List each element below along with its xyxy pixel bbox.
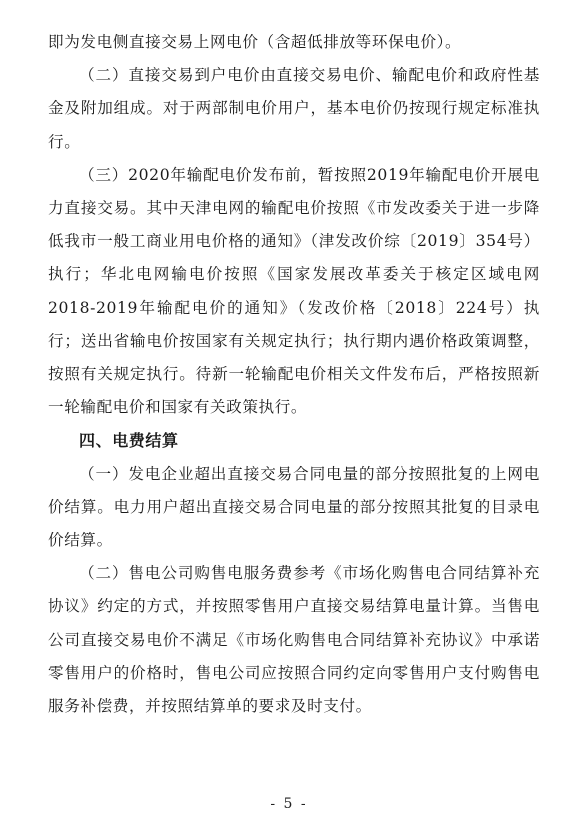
page-number: - 5 - — [270, 796, 308, 812]
document-body — [48, 26, 540, 723]
section-heading: 四、电费结算 — [79, 431, 179, 451]
paragraph-continuation: 即为发电侧直接交易上网电价（含超低排放等环保电价）。 — [48, 33, 462, 51]
paragraph-settlement-2: （二）售电公司购售电服务费参考《市场化购售电合同结算补充协议》约定的方式，并按照零售用户直接交易结算电量计算。当售电公司直接交易电价不满足《市场化购售电合同结算补充协议》中承诺零售用户的价格时，售电公司应按照合同约定向零售用户支付购售电服务补偿费，并按照结算单的要求及时支付。 — [48, 564, 540, 716]
paragraph-settlement-1: （一）发电企业超出直接交易合同电量的部分按照批复的上网电价结算。电力用户超出直接交易合同电量的部分按照其批复的目录电价结算。 — [48, 464, 540, 550]
paragraph-item-3: （三）2020年输配电价发布前，暂按照2019年输配电价开展电力直接交易。其中天津电网的输配电价按照《市发改委关于进一步降低我市一般工商业用电价格的通知》（津发改价综〔2019〕354号）执行；华北电网输电价按照《国家发展改革委关于核定区域电网2018-2019年输配电价的通知》（发改价格〔2018〕224号）执行；送出省输电价按国家有关规定执行；执行期内遇价格政策调整，按照有关规定执行。待新一轮输配电价相关文件发布后，严格按照新一轮输配电价和国家有关政策执行。 — [48, 165, 540, 417]
paragraph-item-2: （二）直接交易到户电价由直接交易电价、输配电价和政府性基金及附加组成。对于两部制电价用户，基本电价仍按现行规定标准执行。 — [48, 66, 540, 151]
